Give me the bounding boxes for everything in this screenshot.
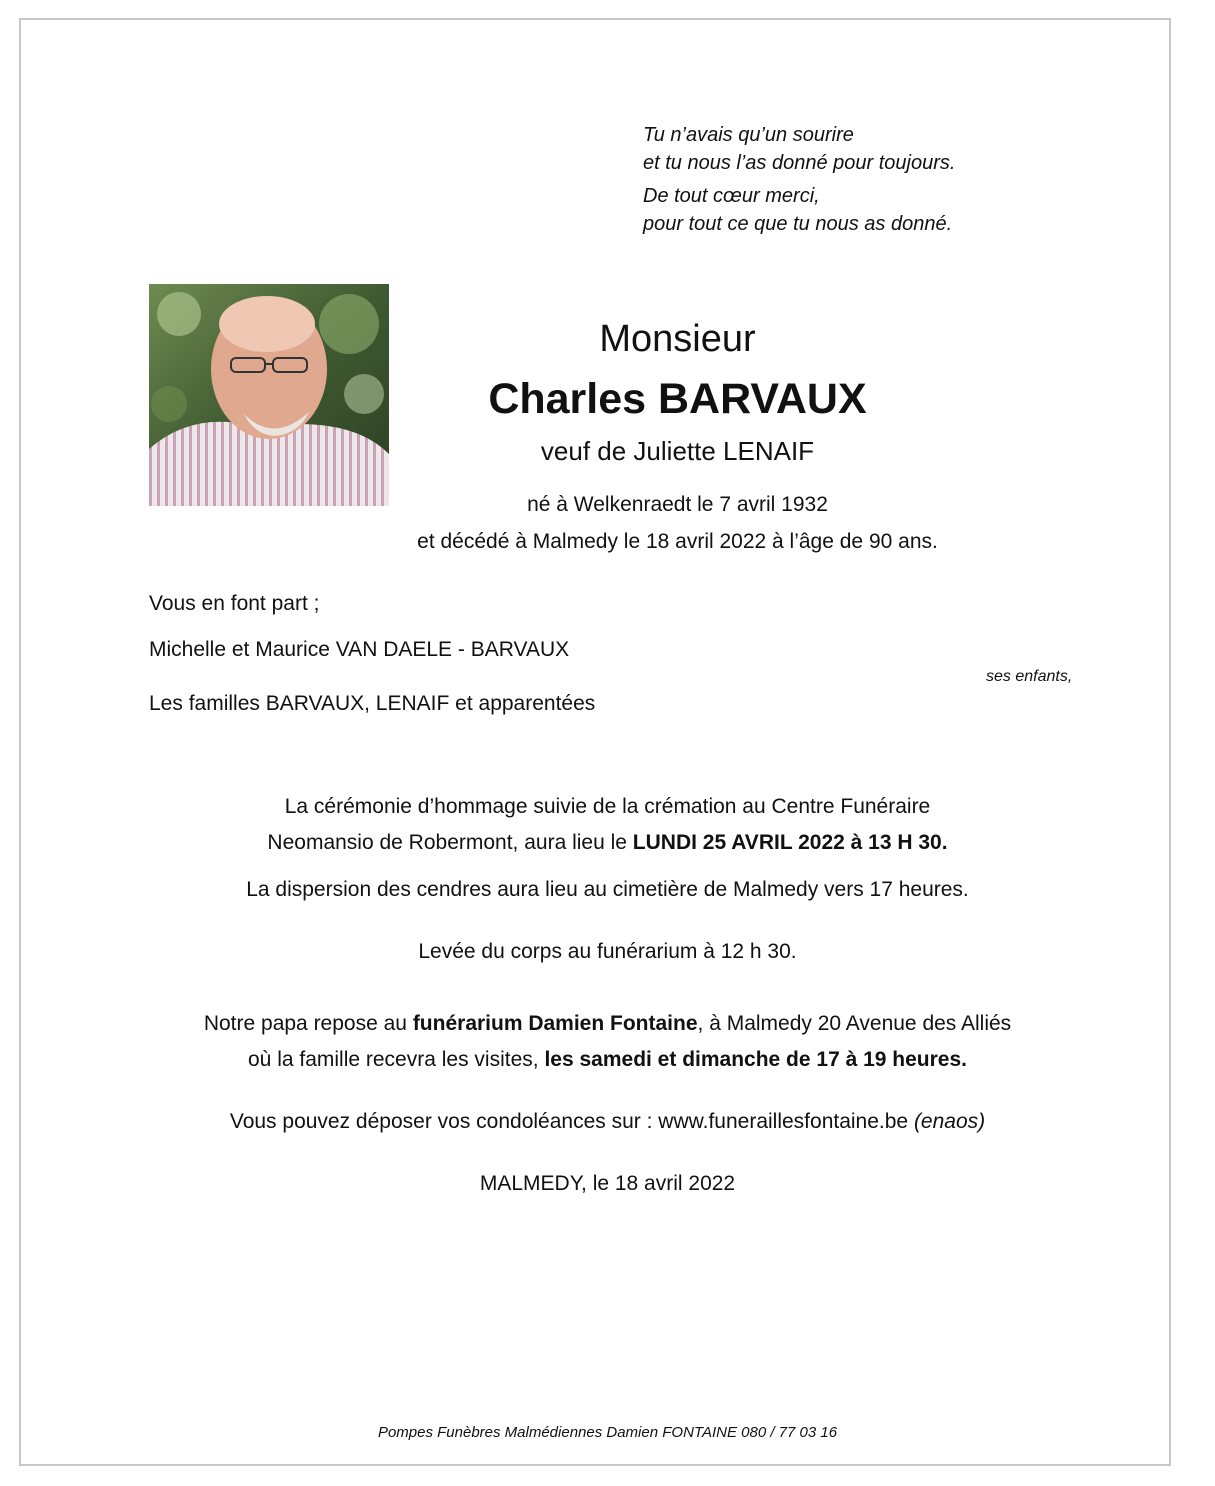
family-intro: Vous en font part ; [149, 592, 320, 615]
death-line: et décédé à Malmedy le 18 avril 2022 à l’âge de 90 ans. [417, 530, 938, 553]
visits-text-b: où la famille recevra les visites, [248, 1048, 545, 1071]
spouse-line: veuf de Juliette LENAIF [540, 436, 815, 466]
ceremony-text: Neomansio de Robermont, aura lieu le [267, 831, 633, 854]
deceased-name: Charles BARVAUX [488, 375, 867, 423]
place-date: MALMEDY, le 18 avril 2022 [479, 1172, 736, 1195]
visits-line-1 [0, 1012, 1215, 1036]
children-role: ses enfants, [986, 668, 1073, 685]
funerarium-name: funérarium Damien Fontaine [412, 1012, 698, 1035]
poem-line-4: pour tout ce que tu nous as donné. [643, 213, 953, 235]
footer: Pompes Funèbres Malmédiennes Damien FONTAINE 080 / 77 03 16 [377, 1424, 838, 1441]
families-line: Les familles BARVAUX, LENAIF et apparentées [149, 692, 596, 715]
page-border [19, 18, 1171, 1466]
poem-line-1: Tu n’avais qu’un sourire [643, 124, 854, 146]
poem-line-3: De tout cœur merci, [643, 185, 820, 207]
visits-address: , à Malmedy 20 Avenue des Alliés [697, 1012, 1012, 1035]
visits-text-a: Notre papa repose au [203, 1012, 413, 1035]
visits-line-2 [0, 1048, 1215, 1072]
ceremony-line-1: La cérémonie d’hommage suivie de la crémation au Centre Funéraire [284, 795, 931, 818]
dispersion-line: La dispersion des cendres aura lieu au cimetière de Malmedy vers 17 heures. [246, 878, 969, 901]
children-line: Michelle et Maurice VAN DAELE - BARVAUX [149, 638, 570, 661]
ceremony-date: LUNDI 25 AVRIL 2022 à 13 H 30. [632, 831, 948, 854]
condolences-text: Vous pouvez déposer vos condoléances sur : www.funeraillesfontaine.be [229, 1110, 914, 1133]
condolences-line [0, 1110, 1215, 1134]
condolences-note: (enaos) [913, 1110, 986, 1133]
birth-line: né à Welkenraedt le 7 avril 1932 [527, 493, 828, 516]
ceremony-line-2 [0, 831, 1215, 855]
levee-line: Levée du corps au funérarium à 12 h 30. [418, 940, 797, 963]
poem-line-2: et tu nous l’as donné pour toujours. [643, 152, 956, 174]
honorific: Monsieur [599, 318, 756, 360]
visits-hours: les samedi et dimanche de 17 à 19 heures. [544, 1048, 967, 1071]
